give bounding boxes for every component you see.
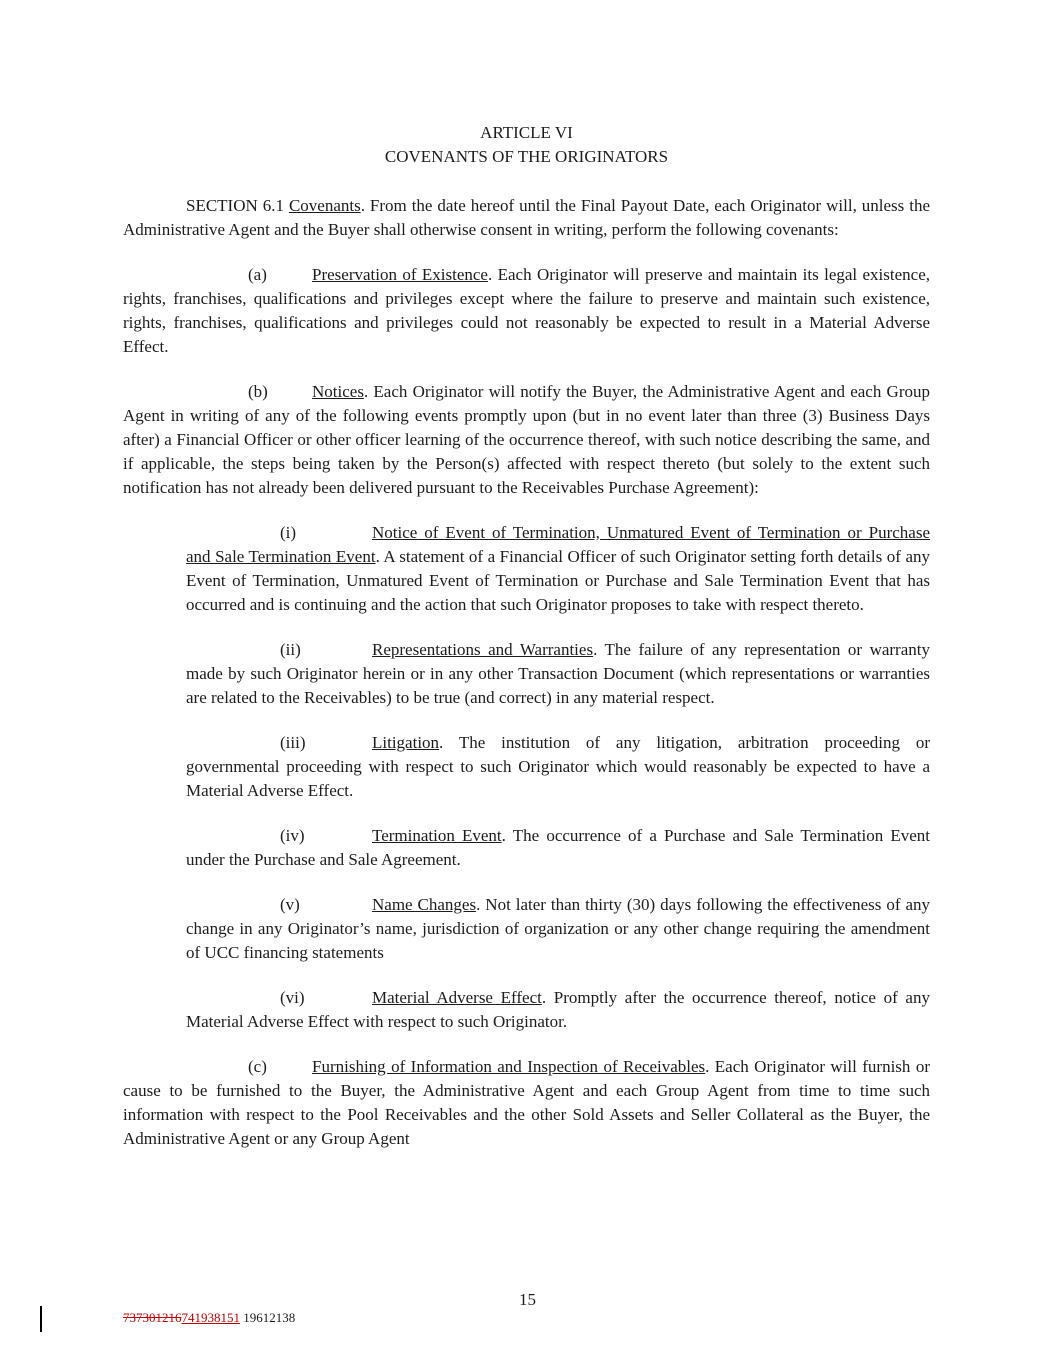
paragraph-a-label: (a) [248,265,267,284]
article-subtitle: COVENANTS OF THE ORIGINATORS [384,147,669,166]
doc-id-struck: 737301216 [123,1310,182,1325]
paragraph-b-iii [186,731,930,803]
paragraph-b-i-text: . A statement of a Financial Officer of such Originator setting forth details of any Event of Termination, Unmatured Event of Termination or Purchase and Sale Termination Event that has occurred and is continuing and the action that such Originator proposes to take with respect thereto. [186,547,930,614]
paragraph-a [123,263,930,359]
article-title: ARTICLE VI [480,123,573,142]
section-label: SECTION 6.1 [186,196,289,215]
paragraph-b-ii-heading: Representations and Warranties [372,640,594,659]
paragraph-a-text: . Each Originator will preserve and maintain its legal existence, rights, franchises, qualifications and privileges except where the failure to preserve and maintain such existence, rights, franchises, qualifications and privileges could not reasonably be expected to result in a Material Adverse Effect. [123,265,930,356]
paragraph-c-heading: Furnishing of Information and Inspection of Receivables [312,1057,706,1076]
paragraph-c-label: (c) [248,1057,267,1076]
paragraph-b-vi [186,986,930,1034]
paragraph-b-iv-heading: Termination Event [372,826,502,845]
article-title-block [123,121,930,169]
section-heading: Covenants [288,196,361,215]
paragraph-b-i [186,521,930,617]
paragraph-b-iv [186,824,930,872]
paragraph-c [123,1055,930,1151]
paragraph-section-6-1 [123,194,930,242]
page-number: 15 [519,1290,536,1309]
paragraph-c-text: . Each Originator will furnish or cause to be furnished to the Buyer, the Administrative Agent and each Group Agent from time to time such information with respect to the Pool Receivables and the other Sold Assets and Seller Collateral as the Buyer, the Administrative Agent or any Group Agent [123,1057,930,1148]
paragraph-b-iv-text: . The occurrence of a Purchase and Sale Termination Event under the Purchase and Sale Agreement. [186,826,931,869]
paragraph-b-iii-label: (iii) [280,733,306,752]
doc-id-plain: 19612138 [240,1310,296,1325]
paragraph-b-vi-heading: Material Adverse Effect [372,988,542,1007]
paragraph-b-text: . Each Originator will notify the Buyer, the Administrative Agent and each Group Agent in writing of any of the following events promptly upon (but in no event later than three (3) Business Days after) a Financial Officer or other officer learning of the occurrence thereof, with such notice describing the same, and if applicable, the steps being taken by the Person(s) affected with respect thereto (but solely to the extent such notification has not already been delivered pursuant to the Receivables Purchase Agreement): [123,382,930,497]
paragraph-b-ii-label: (ii) [280,640,301,659]
paragraph-b-i-label: (i) [280,523,297,542]
paragraph-a-heading: Preservation of Existence [312,265,488,284]
paragraph-b [123,380,930,500]
change-bar [40,1306,42,1332]
paragraph-b-vi-label: (vi) [280,988,305,1007]
paragraph-b-v-label: (v) [280,895,300,914]
paragraph-b-ii-text: . The failure of any representation or warranty made by such Originator herein or in any other Transaction Document (which representations or warranties are related to the Receivables) to be true (and correct) in any material respect. [186,640,930,707]
paragraph-b-iv-label: (iv) [280,826,305,845]
paragraph-b-heading: Notices [312,382,364,401]
paragraph-b-vi-text: . Promptly after the occurrence thereof, notice of any Material Adverse Effect with respect to such Originator. [186,988,930,1031]
paragraph-b-v-heading: Name Changes [372,895,477,914]
section-text: . From the date hereof until the Final Payout Date, each Originator will, unless the Administrative Agent and the Buyer shall otherwise consent in writing, perform the following covenants: [123,196,930,239]
doc-id-underlined: 741938151 [181,1310,240,1325]
paragraph-b-ii [186,638,930,710]
paragraph-b-label: (b) [248,382,268,401]
paragraph-b-iii-text: . The institution of any litigation, arbitration proceeding or governmental proceeding with respect to such Originator which would reasonably be expected to have a Material Adverse Effect. [186,733,930,800]
paragraph-b-v [186,893,930,965]
paragraph-b-v-text: . Not later than thirty (30) days following the effectiveness of any change in any Originator’s name, jurisdiction of organization or any other change requiring the amendment of UCC financing statements [186,895,930,962]
paragraph-b-iii-heading: Litigation [372,733,440,752]
paragraph-b-i-heading: Notice of Event of Termination, Unmatured Event of Termination or Purchase and Sale Termination Event [186,523,930,566]
document-id-footer [123,1310,295,1326]
